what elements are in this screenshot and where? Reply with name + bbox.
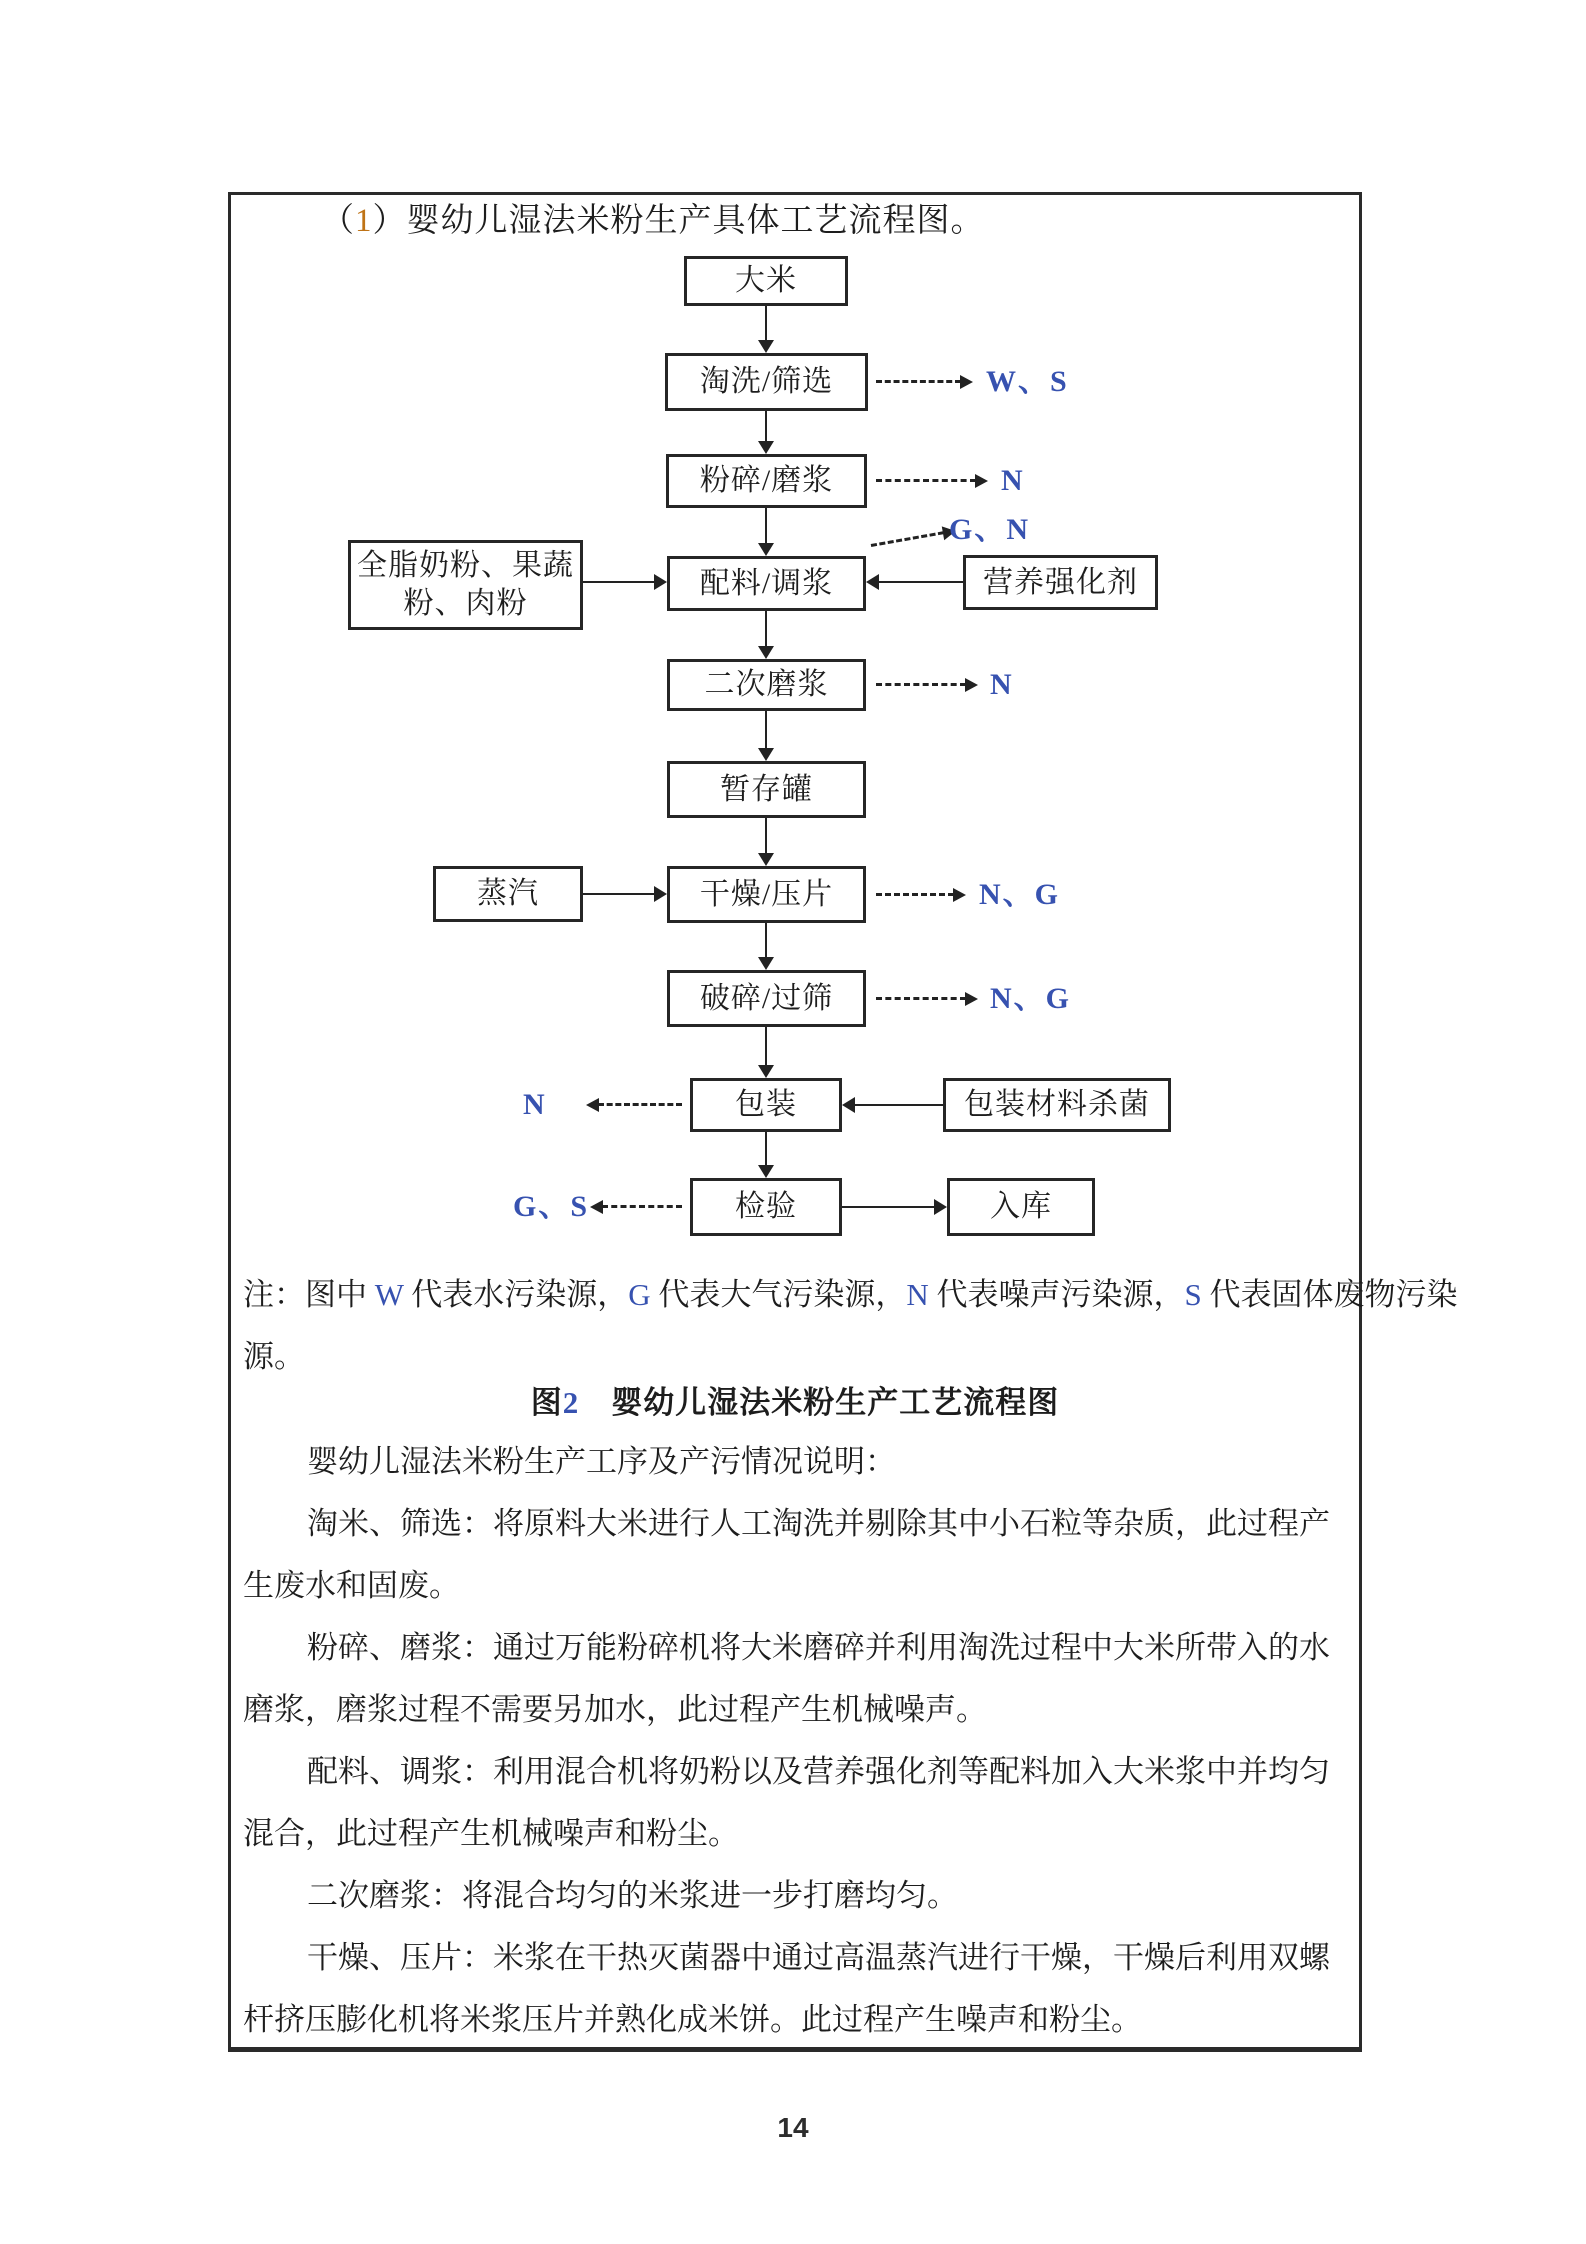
- dashed-arrow-dry-emission: [876, 893, 954, 896]
- flow-box-mix-blend: 配料/调浆: [667, 556, 866, 611]
- emission-label-wash: W、S: [986, 365, 1069, 398]
- arrow-sterilize-to-pack: [854, 1104, 943, 1106]
- body-paragraphs: [243, 1431, 1347, 2051]
- arrow-secondgrind-to-tank: [765, 711, 767, 749]
- dashed-arrow-crush-emission: [876, 997, 966, 1000]
- paragraph-line: 杆挤压膨化机将米浆压片并熟化成米饼。此过程产生噪声和粉尘。: [243, 2002, 1142, 2037]
- emission-label-grind: N: [1001, 464, 1025, 497]
- paragraph-line: 混合，此过程产生机械噪声和粉尘。: [243, 1816, 739, 1851]
- paragraph-line: 粉碎、磨浆：通过万能粉碎机将大米磨碎并利用淘洗过程中大米所带入的水: [307, 1630, 1330, 1665]
- note-line: 源。: [243, 1339, 305, 1374]
- paragraph-line: 淘米、筛选：将原料大米进行人工淘洗并剔除其中小石粒等杂质，此过程产: [307, 1506, 1330, 1541]
- arrow-tank-to-dry: [765, 818, 767, 854]
- section-title: （1）婴幼儿湿法米粉生产具体工艺流程图。: [321, 203, 985, 239]
- arrow-steam-to-dry: [583, 893, 655, 895]
- flow-box-inspection: 检验: [690, 1178, 842, 1236]
- dashed-arrow-grind-emission: [876, 479, 976, 482]
- arrow-crush-to-pack: [765, 1027, 767, 1066]
- flow-box-crush-sift: 破碎/过筛: [667, 970, 866, 1027]
- dashed-arrow-wash-emission: [876, 380, 961, 383]
- arrow-nutrient-to-mix: [878, 581, 963, 583]
- process-flowchart: [231, 195, 1359, 1255]
- paragraph-line: 婴幼儿湿法米粉生产工序及产污情况说明：: [307, 1444, 896, 1479]
- arrow-rice-to-wash: [765, 306, 767, 341]
- flow-box-crush-grind: 粉碎/磨浆: [666, 454, 867, 508]
- arrow-ingredients-to-mix: [583, 581, 655, 583]
- emission-label-secondgrind: N: [990, 668, 1014, 701]
- flow-box-pack-sterilize: 包装材料杀菌: [943, 1078, 1171, 1132]
- emission-label-pack: N: [523, 1088, 547, 1121]
- flow-box-ingredients: 全脂奶粉、果蔬粉、肉粉: [348, 540, 583, 630]
- flow-box-rice: 大米: [684, 256, 848, 306]
- flow-box-warehouse: 入库: [947, 1178, 1095, 1236]
- emission-label-inspect: G、S: [513, 1190, 590, 1223]
- flow-box-steam: 蒸汽: [433, 866, 583, 922]
- dashed-arrow-mix-emission: [871, 531, 944, 547]
- dashed-arrow-secondgrind-emission: [876, 683, 966, 686]
- flowchart-note: [243, 1264, 1458, 1388]
- dashed-arrow-pack-emission: [598, 1103, 682, 1106]
- arrow-inspect-to-warehouse: [842, 1206, 935, 1208]
- page-number: 14: [777, 2112, 809, 2143]
- paragraph-line: 二次磨浆：将混合均匀的米浆进一步打磨均匀。: [307, 1878, 958, 1913]
- figure-caption: 图2 婴幼儿湿法米粉生产工艺流程图: [530, 1385, 1060, 1420]
- arrow-grind-to-mix: [765, 508, 767, 544]
- paragraph-line: 干燥、压片：米浆在干热灭菌器中通过高温蒸汽进行干燥，干燥后利用双螺: [307, 1940, 1330, 1975]
- emission-label-crush: N、G: [990, 982, 1071, 1015]
- arrow-wash-to-grind: [765, 411, 767, 442]
- arrow-dry-to-crush: [765, 923, 767, 958]
- paragraph-line: 磨浆，磨浆过程不需要另加水，此过程产生机械噪声。: [243, 1692, 987, 1727]
- bordered-table-cell: [228, 192, 1458, 2052]
- flow-box-second-grind: 二次磨浆: [667, 659, 866, 711]
- arrow-mix-to-secondgrind: [765, 611, 767, 647]
- flow-box-wash-sieve: 淘洗/筛选: [665, 353, 868, 411]
- flow-box-buffer-tank: 暂存罐: [667, 761, 866, 818]
- flow-box-dry-press: 干燥/压片: [667, 866, 866, 923]
- paragraph-line: 配料、调浆：利用混合机将奶粉以及营养强化剂等配料加入大米浆中并均匀: [307, 1754, 1330, 1789]
- dashed-arrow-inspect-emission: [602, 1205, 682, 1208]
- emission-label-mix: G、N: [949, 513, 1030, 546]
- emission-label-dry: N、G: [979, 878, 1060, 911]
- paragraph-line: 生废水和固废。: [243, 1568, 460, 1603]
- note-line: 注：图中 W 代表水污染源，G 代表大气污染源，N 代表噪声污染源，S 代表固体废物污染: [243, 1277, 1458, 1312]
- flow-box-packaging: 包装: [690, 1078, 842, 1132]
- flow-box-nutrient: 营养强化剂: [963, 555, 1158, 610]
- arrow-pack-to-inspect: [765, 1132, 767, 1166]
